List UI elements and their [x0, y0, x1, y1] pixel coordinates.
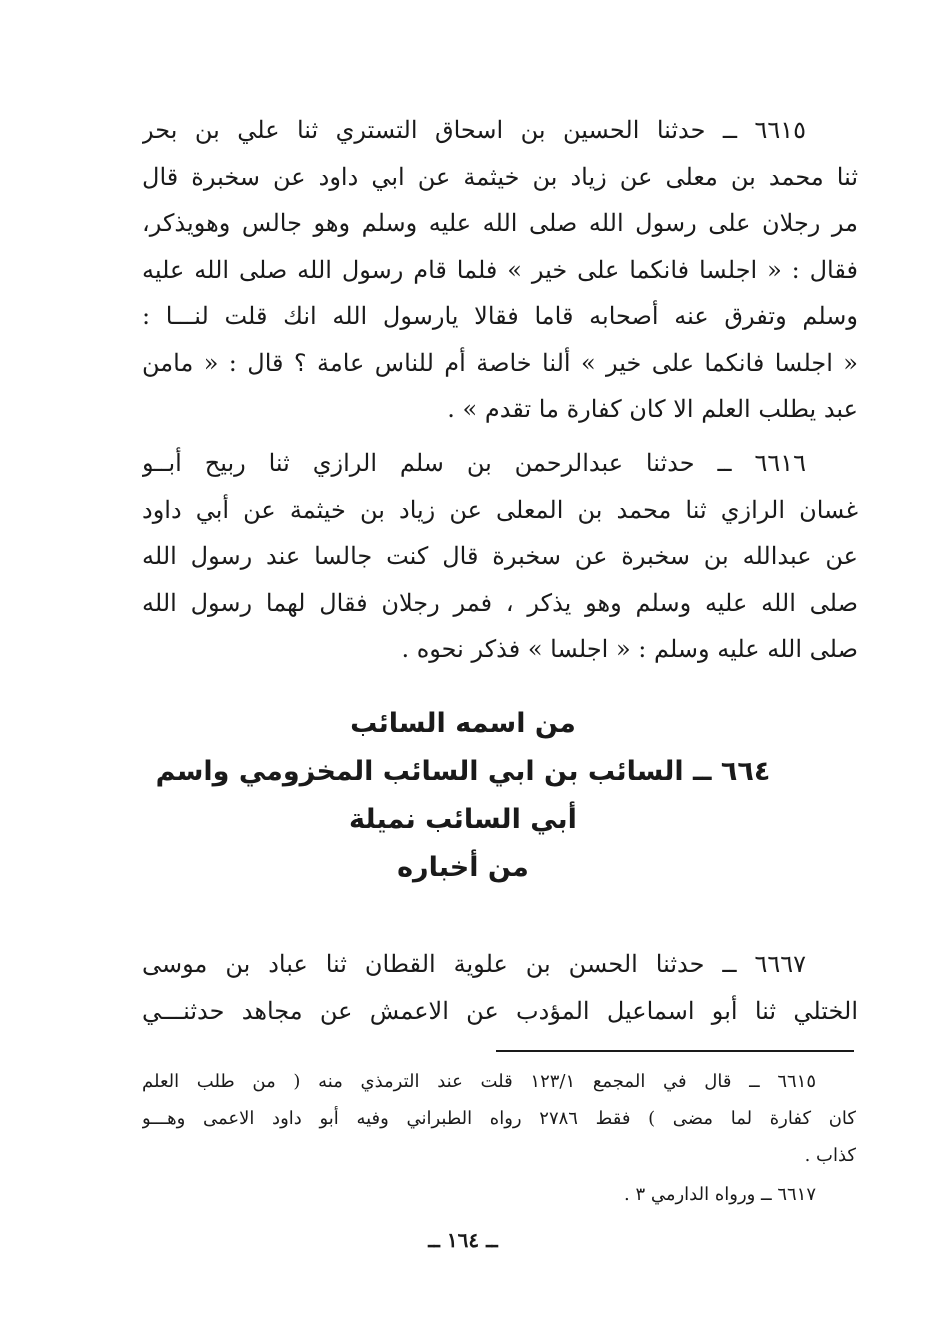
text-line: عبد يطلب العلم الا كان كفارة ما تقدم » . [447, 395, 858, 423]
hadith-6615 [142, 107, 858, 433]
text-line: عن عبدالله بن سخبرة عن سخبرة قال كنت جالسا عند رسول الله [142, 542, 858, 570]
text-line: غسان الرازي ثنا محمد بن المعلى عن زياد بن خيثمة عن أبي داود [142, 495, 858, 524]
heading-line: من اسمه السائب [350, 708, 576, 739]
text-line: وسلم وتفرق عنه أصحابه قاما فقالا يارسول الله انك قلت لنـــا : [142, 302, 858, 330]
hadith-6617 [142, 941, 858, 1034]
section-heading [100, 700, 826, 892]
text-line: « اجلسا فانكما على خير » ألنا خاصة أم للناس عامة ؟ قال : « مامن [142, 348, 858, 377]
text-line: صلى الله عليه وسلم وهو يذكر ، فمر رجلان فقال لهما رسول الله [142, 588, 858, 617]
page-number: ــ ١٦٤ ــ [428, 1228, 498, 1252]
text-line: ٦٦١٦ ــ حدثنا عبدالرحمن بن سلم الرازي ثنا ربيح أبــو [142, 449, 806, 477]
footnote-line: ٦٦١٥ ــ قال في المجمع ١٢٣/١ قلت عند الترمذي منه ( من طلب العلم [142, 1071, 816, 1092]
heading-line: ٦٦٤ ــ السائب بن ابي السائب المخزومي واسم [155, 756, 771, 787]
footnote-divider [496, 1050, 854, 1052]
text-line: مر رجلان على رسول الله صلى الله عليه وسلم وهو جالس وهويذكر، [142, 209, 858, 237]
footnote-line: كان كفارة لما مضى ) فقط ٢٧٨٦ رواه الطبراني وفيه أبو داود الاعمى وهـــو [142, 1108, 856, 1129]
text-line: ثنا محمد بن معلى عن زياد بن خيثمة عن ابي داود عن سخبرة قال [142, 162, 858, 191]
text-line: الختلي ثنا أبو اسماعيل المؤدب عن الاعمش عن مجاهد حدثنـــي [142, 996, 858, 1025]
heading-line: أبي السائب نميلة [349, 804, 577, 835]
heading-line: من أخباره [397, 852, 529, 883]
text-line: صلى الله عليه وسلم : « اجلسا » فذكر نحوه . [401, 635, 858, 663]
text-line: ٦٦١٥ ــ حدثنا الحسين بن اسحاق التستري ثنا علي بن بحر [142, 116, 806, 144]
text-line: فقال : « اجلسا فانكما على خير » فلما قام رسول الله صلى الله عليه [142, 255, 858, 284]
text-line: ٦٦٦٧ ــ حدثنا الحسن بن علوية القطان ثنا عباد بن موسى [142, 950, 806, 978]
footnotes [142, 1063, 856, 1213]
footnote-line: كذاب . [804, 1145, 856, 1166]
hadith-6616 [142, 440, 858, 673]
footnote-line: ٦٦١٧ ــ ورواه الدارمي ٣ . [623, 1184, 816, 1205]
